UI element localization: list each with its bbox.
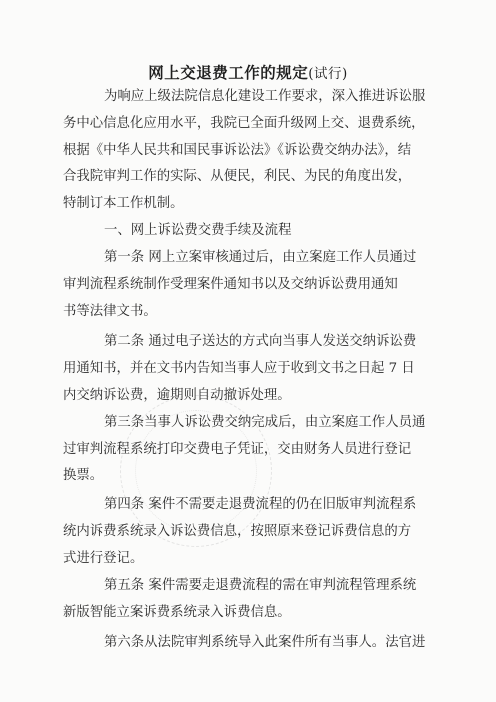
article-line: 第一条 网上立案审核通过后，由立案庭工作人员通过 — [104, 250, 417, 265]
paragraph-line: 务中心信息化应用水平，我院已全面升级网上交、退费系统， — [63, 116, 425, 131]
paragraph-line: 为响应上级法院信息化建设工作要求，深入推进诉讼服 — [104, 89, 426, 104]
article-line: 换票。 — [63, 468, 104, 483]
article-line: 统内诉费系统录入诉讼费信息，按照原来登记诉费信息的方 — [63, 524, 412, 539]
article-line: 内交纳诉讼费，逾期则自动撤诉处理。 — [63, 388, 291, 403]
article-line: 式进行登记。 — [63, 551, 144, 566]
article-line: 第四条 案件不需要走退费流程的仍在旧版审判流程系 — [104, 497, 417, 512]
article-line: 第三条当事人诉讼费交纳完成后，由立案庭工作人员通 — [104, 415, 426, 430]
article-line: 新版智能立案诉费系统录入诉费信息。 — [63, 605, 291, 620]
title-suffix: (试行) — [308, 66, 348, 82]
paragraph-line: 合我院审判工作的实际、从便民，利民、为民的角度出发， — [63, 169, 412, 184]
paragraph-line: 特制订本工作机制。 — [63, 196, 184, 211]
title-main: 网上交退费工作的规定 — [148, 63, 309, 82]
article-line: 第二条 通过电子送达的方式向当事人发送交纳诉讼费 — [104, 334, 417, 349]
article-line: 第五条 案件需要走退费流程的需在审判流程管理系统 — [104, 578, 417, 593]
paragraph-line: 根据《中华人民共和国民事诉讼法》《诉讼费交纳办法》，结 — [63, 143, 412, 158]
article-line: 书等法律文书。 — [63, 304, 157, 319]
document-title — [0, 61, 496, 83]
article-line: 用通知书，并在文书内告知当事人应于收到文书之日起 7 日 — [63, 361, 415, 376]
article-line: 审判流程系统制作受理案件通知书以及交纳诉讼费用通知 — [63, 277, 398, 292]
article-line: 过审判流程系统打印交费电子凭证，交由财务人员进行登记 — [63, 442, 412, 457]
section-heading: 一、网上诉讼费交费手续及流程 — [104, 223, 292, 238]
article-line: 第六条从法院审判系统导入此案件所有当事人。法官进 — [104, 635, 426, 650]
